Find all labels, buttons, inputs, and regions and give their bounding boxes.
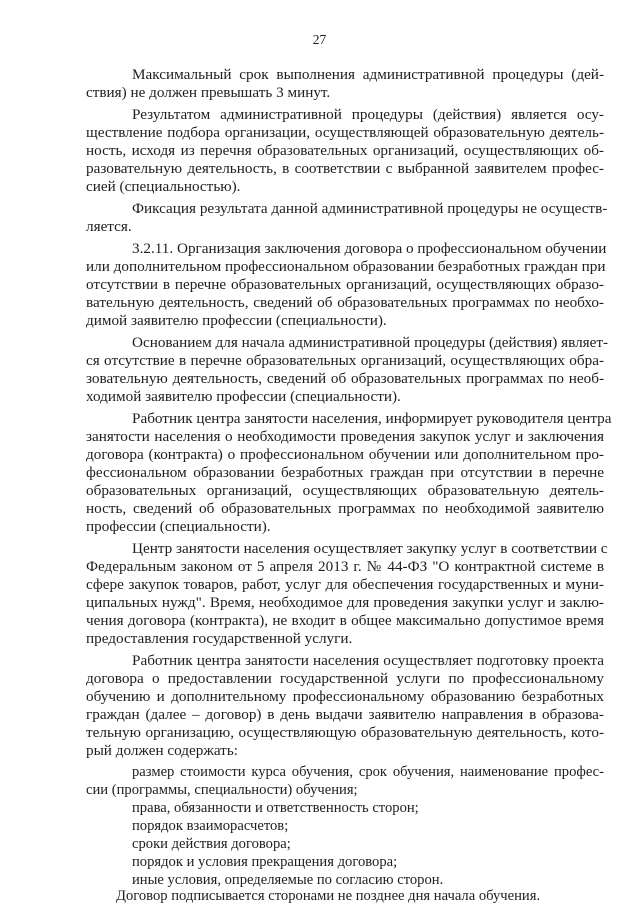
section-heading-line: димой заявителю профессии (специальности). [86,312,387,329]
text-line: Федеральным законом от 5 апреля 2013 г. № 44-ФЗ "О контрактной системе в [86,558,604,575]
text-line: ся отсутствие в перечне образовательных организаций, осуществляющих обра- [86,352,604,369]
text-line: Центр занятости населения осуществляет закупку услуг в соответствии с [132,540,608,557]
text-line: договора (контракта) о профессиональном обучении или дополнительном про- [86,446,604,463]
text-line: Основанием для начала административной процедуры (действия) являет- [132,334,609,351]
list-item-line: размер стоимости курса обучения, срок обучения, наименование профес- [132,764,604,780]
text-line: фессиональном образовании безработных граждан при отсутствии в перечне [86,464,604,481]
text-line: тельную организацию, осуществляющую образовательную деятельность, кото- [86,724,604,741]
list-item-line: права, обязанности и ответственность сторон; [132,800,419,816]
list-item-line: сии (программы, специальности) обучения; [86,782,358,798]
text-line: разовательную деятельность, в соответствии с выбранной заявителем профес- [86,160,604,177]
list-item-line: иные условия, определяемые по согласию сторон. [132,872,444,888]
text-line: договора о предоставлении государственной услуги по профессиональному [86,670,604,687]
text-line: Фиксация результата данной административной процедуры не осуществ- [132,200,608,217]
text-line: занятости населения о необходимости проведения закупок услуг и заключения [86,428,604,445]
list-item-line: порядок взаиморасчетов; [132,818,289,834]
section-heading-line: вательную деятельность, сведений об образовательных программах по необхо- [86,294,604,311]
text-line: Работник центра занятости населения, информирует руководителя центра [132,410,612,427]
section-heading-line: отсутствии в перечне образовательных организаций, осуществляющих образо- [86,276,604,293]
text-line: Результатом административной процедуры (действия) является осу- [132,106,604,123]
list-item-line: сроки действия договора; [132,836,291,852]
text-line: предоставления государственной услуги. [86,630,353,647]
text-line: граждан (далее – договор) в день выдачи заявителю направления в образова- [86,706,604,723]
text-line: Максимальный срок выполнения административной процедуры (дей- [132,66,604,83]
text-line: сией (специальностью). [86,178,241,195]
text-line: рый должен содержать: [86,742,238,759]
text-line: ществление подбора организации, осуществляющей образовательную деятель- [86,124,604,141]
page-number: 27 [312,32,327,47]
text-line: ность, исходя из перечня образовательных организаций, осуществляющих об- [86,142,604,159]
text-line: сфере закупок товаров, работ, услуг для обеспечения государственных и муни- [86,576,604,593]
section-heading-line: или дополнительном профессиональном образовании безработных граждан при [86,258,606,275]
closing-line: Договор подписывается сторонами не позднее дня начала обучения. [116,888,541,904]
text-line: ходимой заявителю профессии (специальности). [86,388,401,405]
text-line: ляется. [86,218,132,235]
text-line: образовательных организаций, осуществляющих образовательную деятель- [86,482,604,499]
text-line: чения договора (контракта), не входит в общее максимально допустимое время [86,612,604,629]
text-line: ципальных нужд". Время, необходимое для проведения закупки услуг и заклю- [86,594,604,611]
text-line: профессии (специальности). [86,518,271,535]
text-line: обучению и дополнительному профессиональному образованию безработных [86,688,604,705]
text-line: ность, сведений об образовательных программах по необходимой заявителю [86,500,604,517]
section-heading-line: 3.2.11. Организация заключения договора о профессиональном обучении [132,240,607,257]
text-line: Работник центра занятости населения осуществляет подготовку проекта [132,652,604,669]
list-item-line: порядок и условия прекращения договора; [132,854,398,870]
text-line: ствия) не должен превышать 3 минут. [86,84,331,101]
text-line: зовательную деятельность, сведений об образовательных программах по необ- [86,370,604,387]
